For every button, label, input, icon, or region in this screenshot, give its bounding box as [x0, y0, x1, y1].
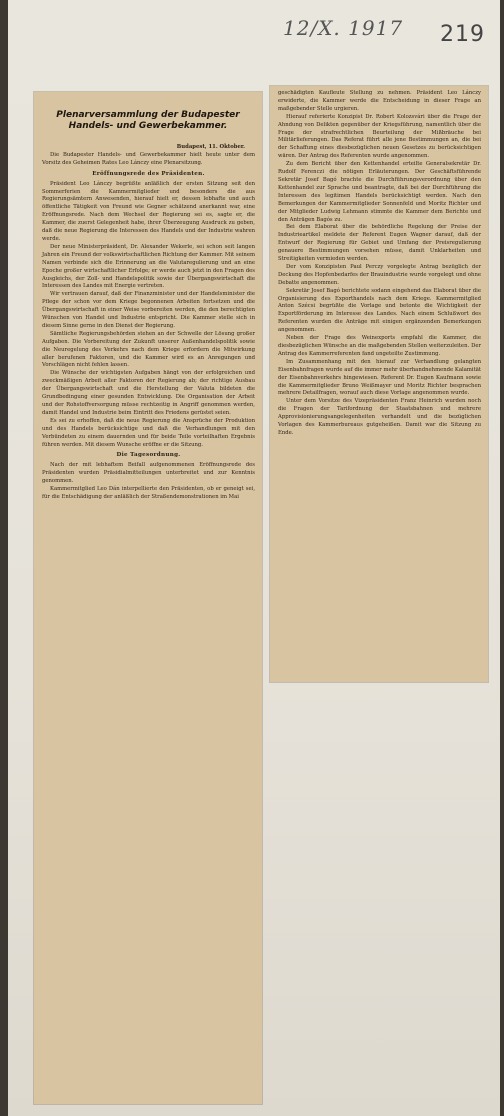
paragraph: geschädigten Kaufleute Stellung zu nehmen. Präsident Leo Lánczy erwiderte, die Kammer werde die Entscheidung in dieser Frage an maßgebender Stelle urgieren.: [278, 90, 481, 112]
section-title-opening-speech: Eröffnungsrede des Präsidenten.: [92, 170, 205, 177]
paragraph: Sekretär Josef Bagó berichtete sodann eingehend das Elaborat über die Organisierung des Exporthandels nach dem Kriege. Kammermitglied Anton Szécsi begrüßte die Vorlage und betonte die Wichtigkeit der Exportförderung im Interesse des Landes. Nach einem Schlußwort des Referenten wurden die Anträge mit einigen ergänzenden Bemerkungen angenommen.: [278, 287, 481, 334]
left-column-text: [34, 138, 262, 502]
sheet-left-edge: [0, 0, 8, 1116]
paragraph: Sämtliche Regierungsbehörden stehen an der Schwelle der Lösung großer Aufgaben. Die Vorbereitung der Zukunft unserer Außenhandelspolitik sowie die Neuregelung des Verkehrs nach dem Kriege erfordern die Mitwirkung aller berufenen Faktoren, und die Kammer wird es an Anregungen und Vorschlägen nicht fehlen lassen.: [42, 330, 255, 369]
paragraph: Der vom Konzipisten Paul Perczy vorgelegte Antrag bezüglich der Deckung des Hopfenbedarfes der Brauindustrie wurde vorgelegt und ohne Debatte angenommen.: [278, 263, 481, 286]
paragraph: Es sei zu erhoffen, daß die neue Regierung die Ansprüche der Produktion und des Handels berücksichtige und daß die Verhandlungen mit den Verbündeten zu einem dauernden und für beide Teile vorteilhaften Ergebnis führen werden. Mit diesem Wunsche eröffne er die Sitzung.: [42, 417, 255, 448]
paragraph: Nach der mit lebhaftem Beifall aufgenommenen Eröffnungsrede des Präsidenten wurden Präsidialmitteilungen unterbreitet und zur Kenntnis genommen.: [42, 462, 255, 485]
dateline: Budapest, 11. Oktober.: [176, 144, 245, 150]
paragraph: Die Wünsche der wichtigsten Aufgaben hängt von der erfolgreichen und zweckmäßigen Arbeit aller Faktoren der Regierung ab; der richtige Ausbau der Übergangswirtschaft und die Herstellung der Valuta bildeten die Grundbedingung einer gesunden Entwicklung. Die Organisation der Arbeit und der Rohstoffversorgung müsse rechtzeitig in Angriff genommen werden, damit Handel und Industrie beim Eintritt des Friedens gerüstet seien.: [42, 370, 255, 416]
paragraph: Der neue Ministerpräsident, Dr. Alexander Wekerle, sei schon seit langen Jahren ein Freund der volkswirtschaftlichen Richtung der Kammer. Mit seinem Namen verbinde sich die Erinnerung an die Valutaregulierung und an eine Epoche großer wirtschaftlicher Erfolge; er werde auch jetzt in den Fragen des Ausgleichs, der Zoll- und Handelspolitik sowie der Übergangswirtschaft die Interessen des Landes mit Energie vertreten.: [42, 243, 255, 290]
handwritten-date: 12/X. 1917: [283, 16, 404, 40]
paragraph: Unter dem Vorsitze des Vizepräsidenten Franz Heinrich wurden noch die Fragen der Tarifordnung der Staatsbahnen und mehrere Approvisionierungsangelegenheiten verhandelt und die bezüglichen Vorlagen des Kammerbureaus gutgeheißen. Damit war die Sitzung zu Ende.: [278, 398, 481, 436]
intro-paragraph: Die Budapester Handels- und Gewerbekammer hielt heute unter dem Vorsitz des Geheimen Rates Leo Lánczy eine Plenarsitzung.: [42, 151, 255, 166]
paragraph: Hierauf referierte Konzipist Dr. Robert Kolozsvári über die Frage der Ahndung von Delikten gegenüber der Kriegsführung, namentlich über die Frage der strafrechtlichen Beurteilung der Mißbräuche bei Militärlieferungen. Das Referat führt alle jene Bestimmungen an, die bei der Schaffung eines diesbezüglichen neuen Gesetzes zu berücksichtigen wären. Der Antrag des Referenten wurde angenommen.: [278, 113, 481, 160]
paragraph: Im Zusammenhang mit den hierauf zur Verhandlung gelangten Eisenbahnfragen wurde auf die immer mehr überhandnehmende Kalamität der Eisenbahnverkehrs hingewiesen. Referent Dr. Eugen Kaufmann sowie die Kammermitglieder Bruno Weißmayer und Moritz Richter besprachen mehrere Detailfragen, worauf auch diese Vorlage angenommen wurde.: [278, 358, 481, 397]
right-column-text: [270, 86, 488, 438]
paragraph: Kammermitglied Leo Dán interpellierte den Präsidenten, ob er geneigt sei, für die Entschädigung der anläßlich der Straßendemonstrationen im Mai: [42, 486, 255, 500]
paragraph: Bei dem Elaborat über die behördliche Regelung der Preise der Industrieartikel meldete der Referent Eugen Wagner darauf, daß der Entwurf der Regierung für Gebiet und Umfang der Preisregulierung genauere Bestimmungen vorsehen müsse, damit Unklarheiten und Streitigkeiten vermieden werden.: [278, 224, 481, 263]
clipping-right-column: [270, 86, 488, 682]
page-number: 219: [440, 22, 485, 47]
paragraph: Präsident Leo Lánczy begrüßte anläßlich der ersten Sitzung seit den Sommerferien die Kammermitglieder und besonders die aus Regierungsämtern Anwesenden, hierauf hielt er, dessen lebhafte und auch öffentliche Tätigkeit von Freund wie Gegner schätzend anerkannt war, eine Eröffnungsrede. Nach dem Wechsel der Regierung sei es, sagte er, die Kammer, die zuerst Gelegenheit habe, ihrer Überzeugung Ausdruck zu geben, daß die neue Regierung die Interessen des Handels und der Industrie wahren werde.: [42, 180, 255, 242]
paragraph: Neben der Frage des Weinexports empfahl die Kammer, die diesbezüglichen Wünsche an die maßgebenden Stellen weiterzuleiten. Der Antrag des Kammerreferenten fand ungeteilte Zustimmung.: [278, 335, 481, 357]
paragraph: Zu dem Bericht über den Kettenhandel erteilte Generalsekretär Dr. Rudolf Ferenczi die nötigen Erläuterungen. Der Geschäftsführende Sekretär Josef Bagó brachte die Durchführungsverordnung über den Kettenhandel zur Sprache und beantragte, daß bei der Durchführung die Interessen des legitimen Handels berücksichtigt werden. Nach den Bemerkungen der Kammermitglieder Sonnenfeld und Moritz Richter und der Mitglieder Ludwig Lehmann stimmte die Kammer dem Berichte und den Anträgen Bagós zu.: [278, 161, 481, 223]
section-title-agenda: Die Tagesordnung.: [116, 452, 181, 459]
sheet-right-edge: [500, 0, 504, 1116]
clipping-left-column: [34, 92, 262, 1104]
article-headline: Plenarversammlung der Budapester Handels- und Gewerbekammer.: [56, 110, 240, 131]
paragraph: Wir vertrauen darauf, daß der Finanzminister und der Handelsminister die Pflege der schon vor dem Kriege begonnenen Arbeiten fortsetzen und die Übergangswirtschaft in einer Weise vorbereiten werden, die den berechtigten Wünschen von Handel und Industrie entspricht. Die Kammer stelle sich in diesem Sinne gerne in den Dienst der Regierung.: [42, 291, 255, 329]
